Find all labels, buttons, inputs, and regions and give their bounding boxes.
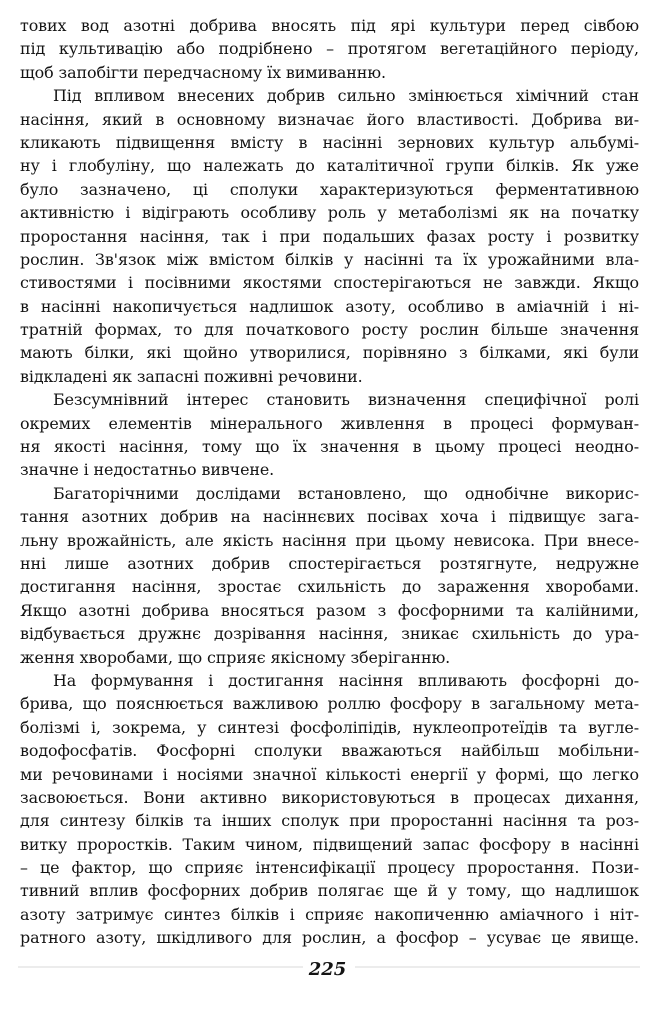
text-line: окремих елементів мінерального живлення в процесі формуван-: [20, 413, 639, 433]
text-line: ну і глобуліну, що належать до каталітичної групи білків. Як уже: [20, 156, 639, 176]
text-line: тання азотних добрив на насіннєвих посівах хоча і підвищує зага-: [20, 507, 639, 527]
text-line: ми речовинами і носіями значної кількості енергії у формі, що легко: [20, 764, 639, 784]
text-line: значне і недостатньо вивчене.: [20, 460, 275, 480]
paragraph: [20, 84, 639, 388]
text-line: На формування і достигання насіння впливають фосфорні до-: [53, 670, 639, 690]
text-line: насіння, який в основному визначає його властивості. Добрива ви-: [20, 109, 639, 129]
paragraph: [20, 669, 639, 950]
text-line: болізмі і, зокрема, у синтезі фосфоліпідів, нуклеопротеїдів та вугле-: [20, 717, 639, 737]
text-line: стивостями і посівними якостями спостерігаються не завжди. Якщо: [20, 273, 639, 293]
page-number: 225: [308, 959, 347, 980]
text-line: для синтезу білків та інших сполук при проростанні насіння та роз-: [20, 811, 639, 831]
text-line: брива, що пояснюється важливою роллю фосфору в загальному мета-: [20, 694, 639, 714]
text-line: засвоюється. Вони активно використовуються в процесах дихання,: [20, 787, 639, 807]
text-line: мають білки, які щойно утворилися, порівняно з білками, які були: [20, 343, 639, 363]
text-line: щоб запобігти передчасному їх вимиванню.: [20, 62, 386, 82]
text-line: рослин. Зв'язок між вмістом білків у насінні та їх урожайними вла-: [20, 249, 639, 269]
text-line: ратного азоту, шкідливого для рослин, а фосфор – усуває це явище.: [20, 928, 639, 948]
text-line: тратній формах, то для початкового росту рослин більше значення: [20, 320, 639, 340]
text-line: активністю і відіграють особливу роль у метаболізмі як на початку: [20, 203, 639, 223]
text-line: ження хворобами, що сприяє якісному зберіганню.: [20, 647, 451, 667]
paragraph: [20, 482, 639, 669]
text-line: було зазначено, ці сполуки характеризуються ферментативною: [20, 179, 639, 199]
text-line: достигання насіння, зростає схильність до зараження хворобами.: [20, 577, 639, 597]
text-line: – це фактор, що сприяє інтенсифікації процесу проростання. Пози-: [20, 858, 639, 878]
text-line: льну врожайність, але якість насіння при цьому невисока. При внесе-: [20, 530, 639, 550]
text-line: азоту затримує синтез білків і сприяє накопиченню аміачного і ніт-: [20, 904, 639, 924]
text-line: нні лише азотних добрив спостерігається розтягнуте, недружне: [20, 553, 639, 573]
text-line: Багаторічними дослідами встановлено, що однобічне викорис-: [53, 483, 639, 503]
text-line: кликають підвищення вмісту в насінні зернових культур альбумі-: [20, 132, 639, 152]
paragraph: [20, 14, 639, 84]
text-line: в насінні накопичується надлишок азоту, особливо в аміачній і ні-: [20, 296, 639, 316]
page-body: [20, 14, 639, 950]
text-line: під культивацію або подрібнено – протягом вегетаційного періоду,: [20, 39, 639, 59]
text-line: відкладені як запасні поживні речовини.: [20, 366, 363, 386]
text-line: Під впливом внесених добрив сильно змінюється хімічний стан: [53, 86, 639, 106]
text-line: ня якості насіння, тому що їх значення в цьому процесі неодно-: [20, 437, 639, 457]
text-line: Безсумнівний інтерес становить визначення специфічної ролі: [53, 390, 639, 410]
text-line: Якщо азотні добрива вносяться разом з фосфорними та калійними,: [20, 600, 639, 620]
text-line: тивний вплив фосфорних добрив полягає ще й у тому, що надлишок: [20, 881, 639, 901]
text-line: проростання насіння, так і при подальших фазах росту і розвитку: [20, 226, 639, 246]
text-line: витку проростків. Таким чином, підвищений запас фосфору в насінні: [20, 834, 639, 854]
paragraph: [20, 388, 639, 482]
text-line: тових вод азотні добрива вносять під ярі культури перед сівбою: [20, 16, 639, 35]
text-line: відбувається дружнє дозрівання насіння, зникає схильність до ура-: [20, 624, 639, 644]
text-line: водофосфатів. Фосфорні сполуки вважаються найбільш мобільни-: [20, 741, 639, 761]
